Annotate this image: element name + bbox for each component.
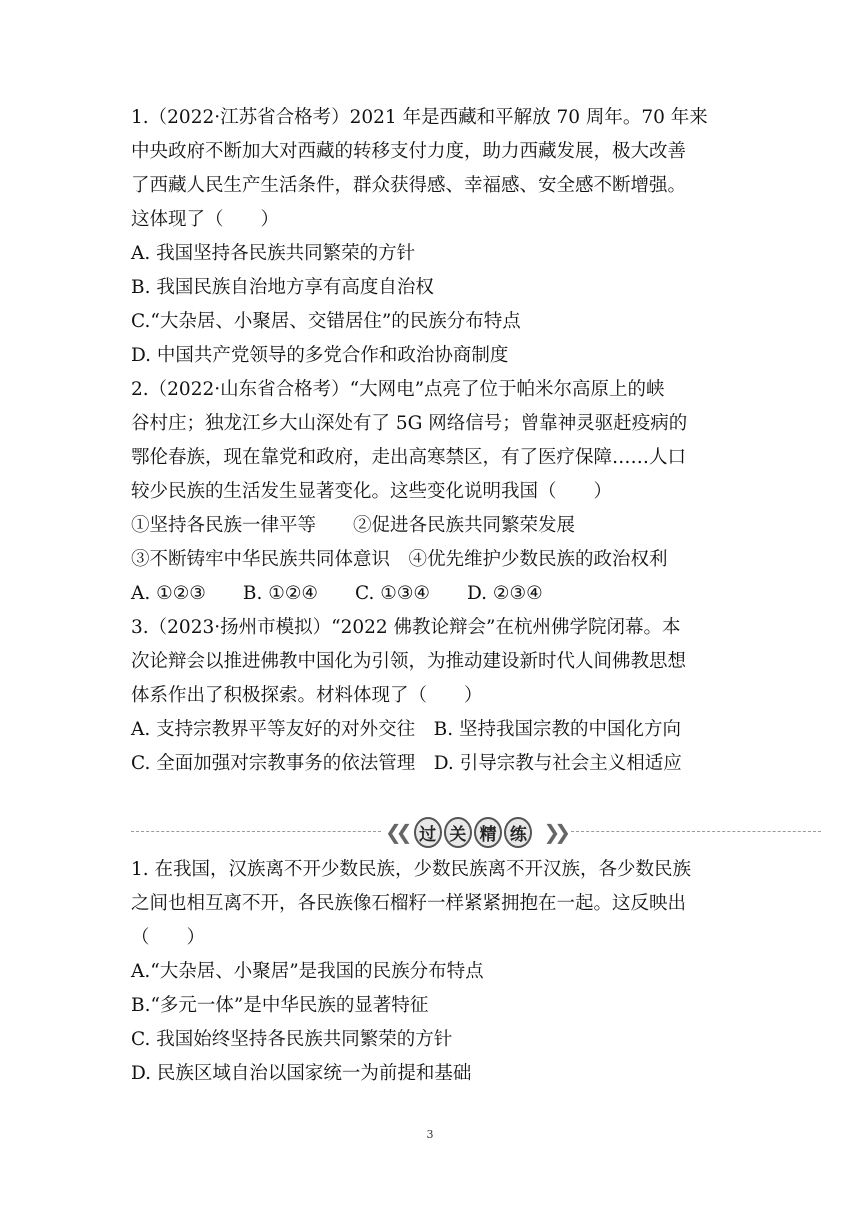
p1-option-b: B.“多元一体”是中华民族的显著特征	[131, 995, 429, 1016]
page-number: 3	[426, 1128, 434, 1141]
q3-stem-line-3: 体系作出了积极探索。材料体现了（ ）	[131, 685, 483, 706]
q1-stem-line-3: 了西藏人民生产生活条件，群众获得感、幸福感、安全感不断增强。	[131, 175, 687, 196]
section-heading-char-1: 过	[414, 817, 442, 848]
q3-stem-line-1: 3.（2023·扬州市模拟）“2022 佛教论辩会”在杭州佛学院闭幕。本	[131, 617, 681, 638]
q1-stem-line-1: 1.（2022·江苏省合格考）2021 年是西藏和平解放 70 周年。70 年来	[131, 107, 708, 128]
section-divider	[131, 812, 821, 852]
q1-option-c: C.“大杂居、小聚居、交错居住”的民族分布特点	[131, 311, 521, 332]
q2-statements-2: ③不断铸牢中华民族共同体意识 ④优先维护少数民族的政治权利	[131, 549, 668, 570]
divider-dashed-line-left	[131, 831, 381, 832]
q3-options-cd: C. 全面加强对宗教事务的依法管理 D. 引导宗教与社会主义相适应	[131, 753, 682, 774]
q2-stem-line-1: 2.（2022·山东省合格考）“大网电”点亮了位于帕米尔高原上的峡	[131, 379, 665, 400]
q2-stem-line-2: 谷村庄；独龙江乡大山深处有了 5G 网络信号；曾靠神灵驱赶疫病的	[131, 413, 688, 434]
section-heading-char-4: 练	[504, 817, 532, 848]
q1-option-d: D. 中国共产党领导的多党合作和政治协商制度	[131, 345, 509, 366]
q1-option-a: A. 我国坚持各民族共同繁荣的方针	[131, 243, 416, 264]
q2-statements-1: ①坚持各民族一律平等 ②促进各民族共同繁荣发展	[131, 515, 576, 536]
p1-option-a: A.“大杂居、小聚居”是我国的民族分布特点	[131, 961, 484, 982]
q1-option-b: B. 我国民族自治地方享有高度自治权	[131, 277, 434, 298]
p1-stem-line-1: 1. 在我国，汉族离不开少数民族，少数民族离不开汉族，各少数民族	[131, 859, 692, 880]
section-heading-badge	[385, 814, 565, 850]
section-heading-char-3: 精	[474, 817, 502, 848]
q2-stem-line-3: 鄂伦春族，现在靠党和政府，走出高寒禁区，有了医疗保障……人口	[131, 447, 687, 468]
q1-stem-line-4: 这体现了（ ）	[131, 209, 280, 230]
p1-stem-line-2: 之间也相互离不开，各民族像石榴籽一样紧紧拥抱在一起。这反映出	[131, 893, 687, 914]
divider-dashed-line-right	[571, 831, 821, 832]
p1-option-d: D. 民族区域自治以国家统一为前提和基础	[131, 1063, 472, 1084]
q3-options-ab: A. 支持宗教界平等友好的对外交往 B. 坚持我国宗教的中国化方向	[131, 719, 681, 740]
section-heading-char-2: 关	[444, 817, 472, 848]
q2-options: A. ①②③ B. ①②④ C. ①③④ D. ②③④	[131, 583, 543, 604]
p1-option-c: C. 我国始终坚持各民族共同繁荣的方针	[131, 1029, 453, 1050]
double-chevron-left-icon: ❮❮	[385, 820, 407, 844]
q2-stem-line-4: 较少民族的生活发生显著变化。这些变化说明我国（ ）	[131, 481, 613, 502]
double-chevron-right-icon: ❯❯	[543, 820, 565, 844]
q1-stem-line-2: 中央政府不断加大对西藏的转移支付力度，助力西藏发展，极大改善	[131, 141, 687, 162]
q3-stem-line-2: 次论辩会以推进佛教中国化为引领，为推动建设新时代人间佛教思想	[131, 651, 687, 672]
p1-stem-line-3: （ ）	[131, 927, 206, 948]
